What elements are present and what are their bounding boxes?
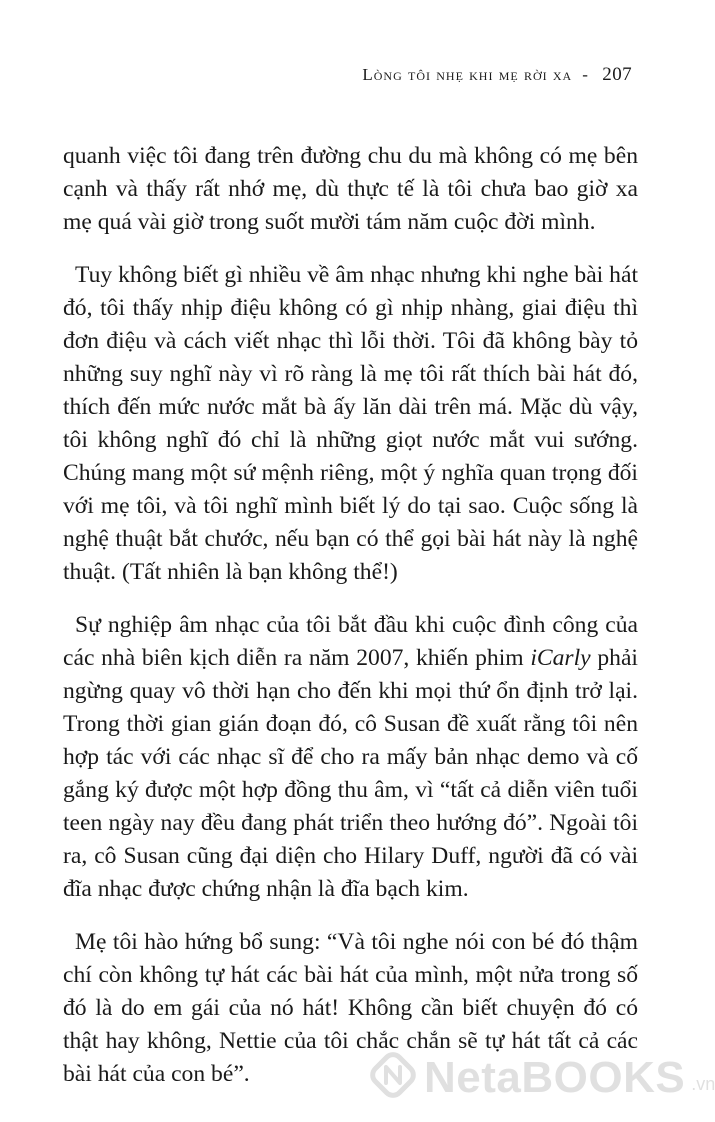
paragraph-3 <box>63 609 638 906</box>
paragraph-1-text: quanh việc tôi đang trên đường chu du mà không có mẹ bên cạnh và thấy rất nhớ mẹ, dù thực tế là tôi chưa bao giờ xa mẹ quá vài giờ trong suốt mười tám năm cuộc đời mình. <box>63 143 638 235</box>
watermark <box>368 1050 715 1105</box>
paragraph-4-text: Mẹ tôi hào hứng bổ sung: “Và tôi nghe nói con bé đó thậm chí còn không tự hát các bài hát của mình, một nửa trong số đó là do em gái của nó hát! Không cần biết chuyện đó có thật hay không, Nettie của tôi chắc chắn sẽ tự hát tất cả các bài hát của con bé”. <box>63 929 638 1087</box>
running-head <box>362 64 632 86</box>
header-separator: - <box>582 65 589 84</box>
paragraph-3-text-before: Sự nghiệp âm nhạc của tôi bắt đầu khi cuộc đình công của các nhà biên kịch diễn ra năm 2007, khiến phim <box>63 612 638 671</box>
chapter-title: Lòng tôi nhẹ khi mẹ rời xa <box>362 65 573 84</box>
page-number: 207 <box>602 64 632 85</box>
paragraph-3-text-after: phải ngừng quay vô thời hạn cho đến khi mọi thứ ổn định trở lại. Trong thời gian gián đoạn đó, cô Susan đề xuất rằng tôi nên hợp tác với các nhạc sĩ để cho ra mấy bản nhạc demo và cố gắng ký được một hợp đồng thu âm, vì “tất cả diễn viên tuổi teen ngày nay đều đang phát triển theo hướng đó”. Ngoài tôi ra, cô Susan cũng đại diện cho Hilary Duff, người đã có vài đĩa nhạc được chứng nhận là đĩa bạch kim. <box>63 645 638 902</box>
show-title-italic: iCarly <box>530 645 591 671</box>
paragraph-1 <box>63 140 638 239</box>
body-text <box>63 140 638 1111</box>
paragraph-2 <box>63 259 638 589</box>
watermark-brand: NetaBOOKS <box>424 1052 686 1102</box>
watermark-tld: .vn <box>691 1074 715 1094</box>
paragraph-2-text: Tuy không biết gì nhiều về âm nhạc nhưng khi nghe bài hát đó, tôi thấy nhịp điệu không có gì nhịp nhàng, giai điệu thì đơn điệu và cách viết nhạc thì lỗi thời. Tôi đã không bày tỏ những suy nghĩ này vì rõ ràng là mẹ tôi rất thích bài hát đó, thích đến mức nước mắt bà ấy lăn dài trên má. Mặc dù vậy, tôi không nghĩ đó chỉ là những giọt nước mắt vui sướng. Chúng mang một sứ mệnh riêng, một ý nghĩa quan trọng đối với mẹ tôi, và tôi nghĩ mình biết lý do tại sao. Cuộc sống là nghệ thuật bắt chước, nếu bạn có thể gọi bài hát này là nghệ thuật. (Tất nhiên là bạn không thể!) <box>63 262 638 585</box>
netabooks-logo-icon <box>368 1050 418 1105</box>
